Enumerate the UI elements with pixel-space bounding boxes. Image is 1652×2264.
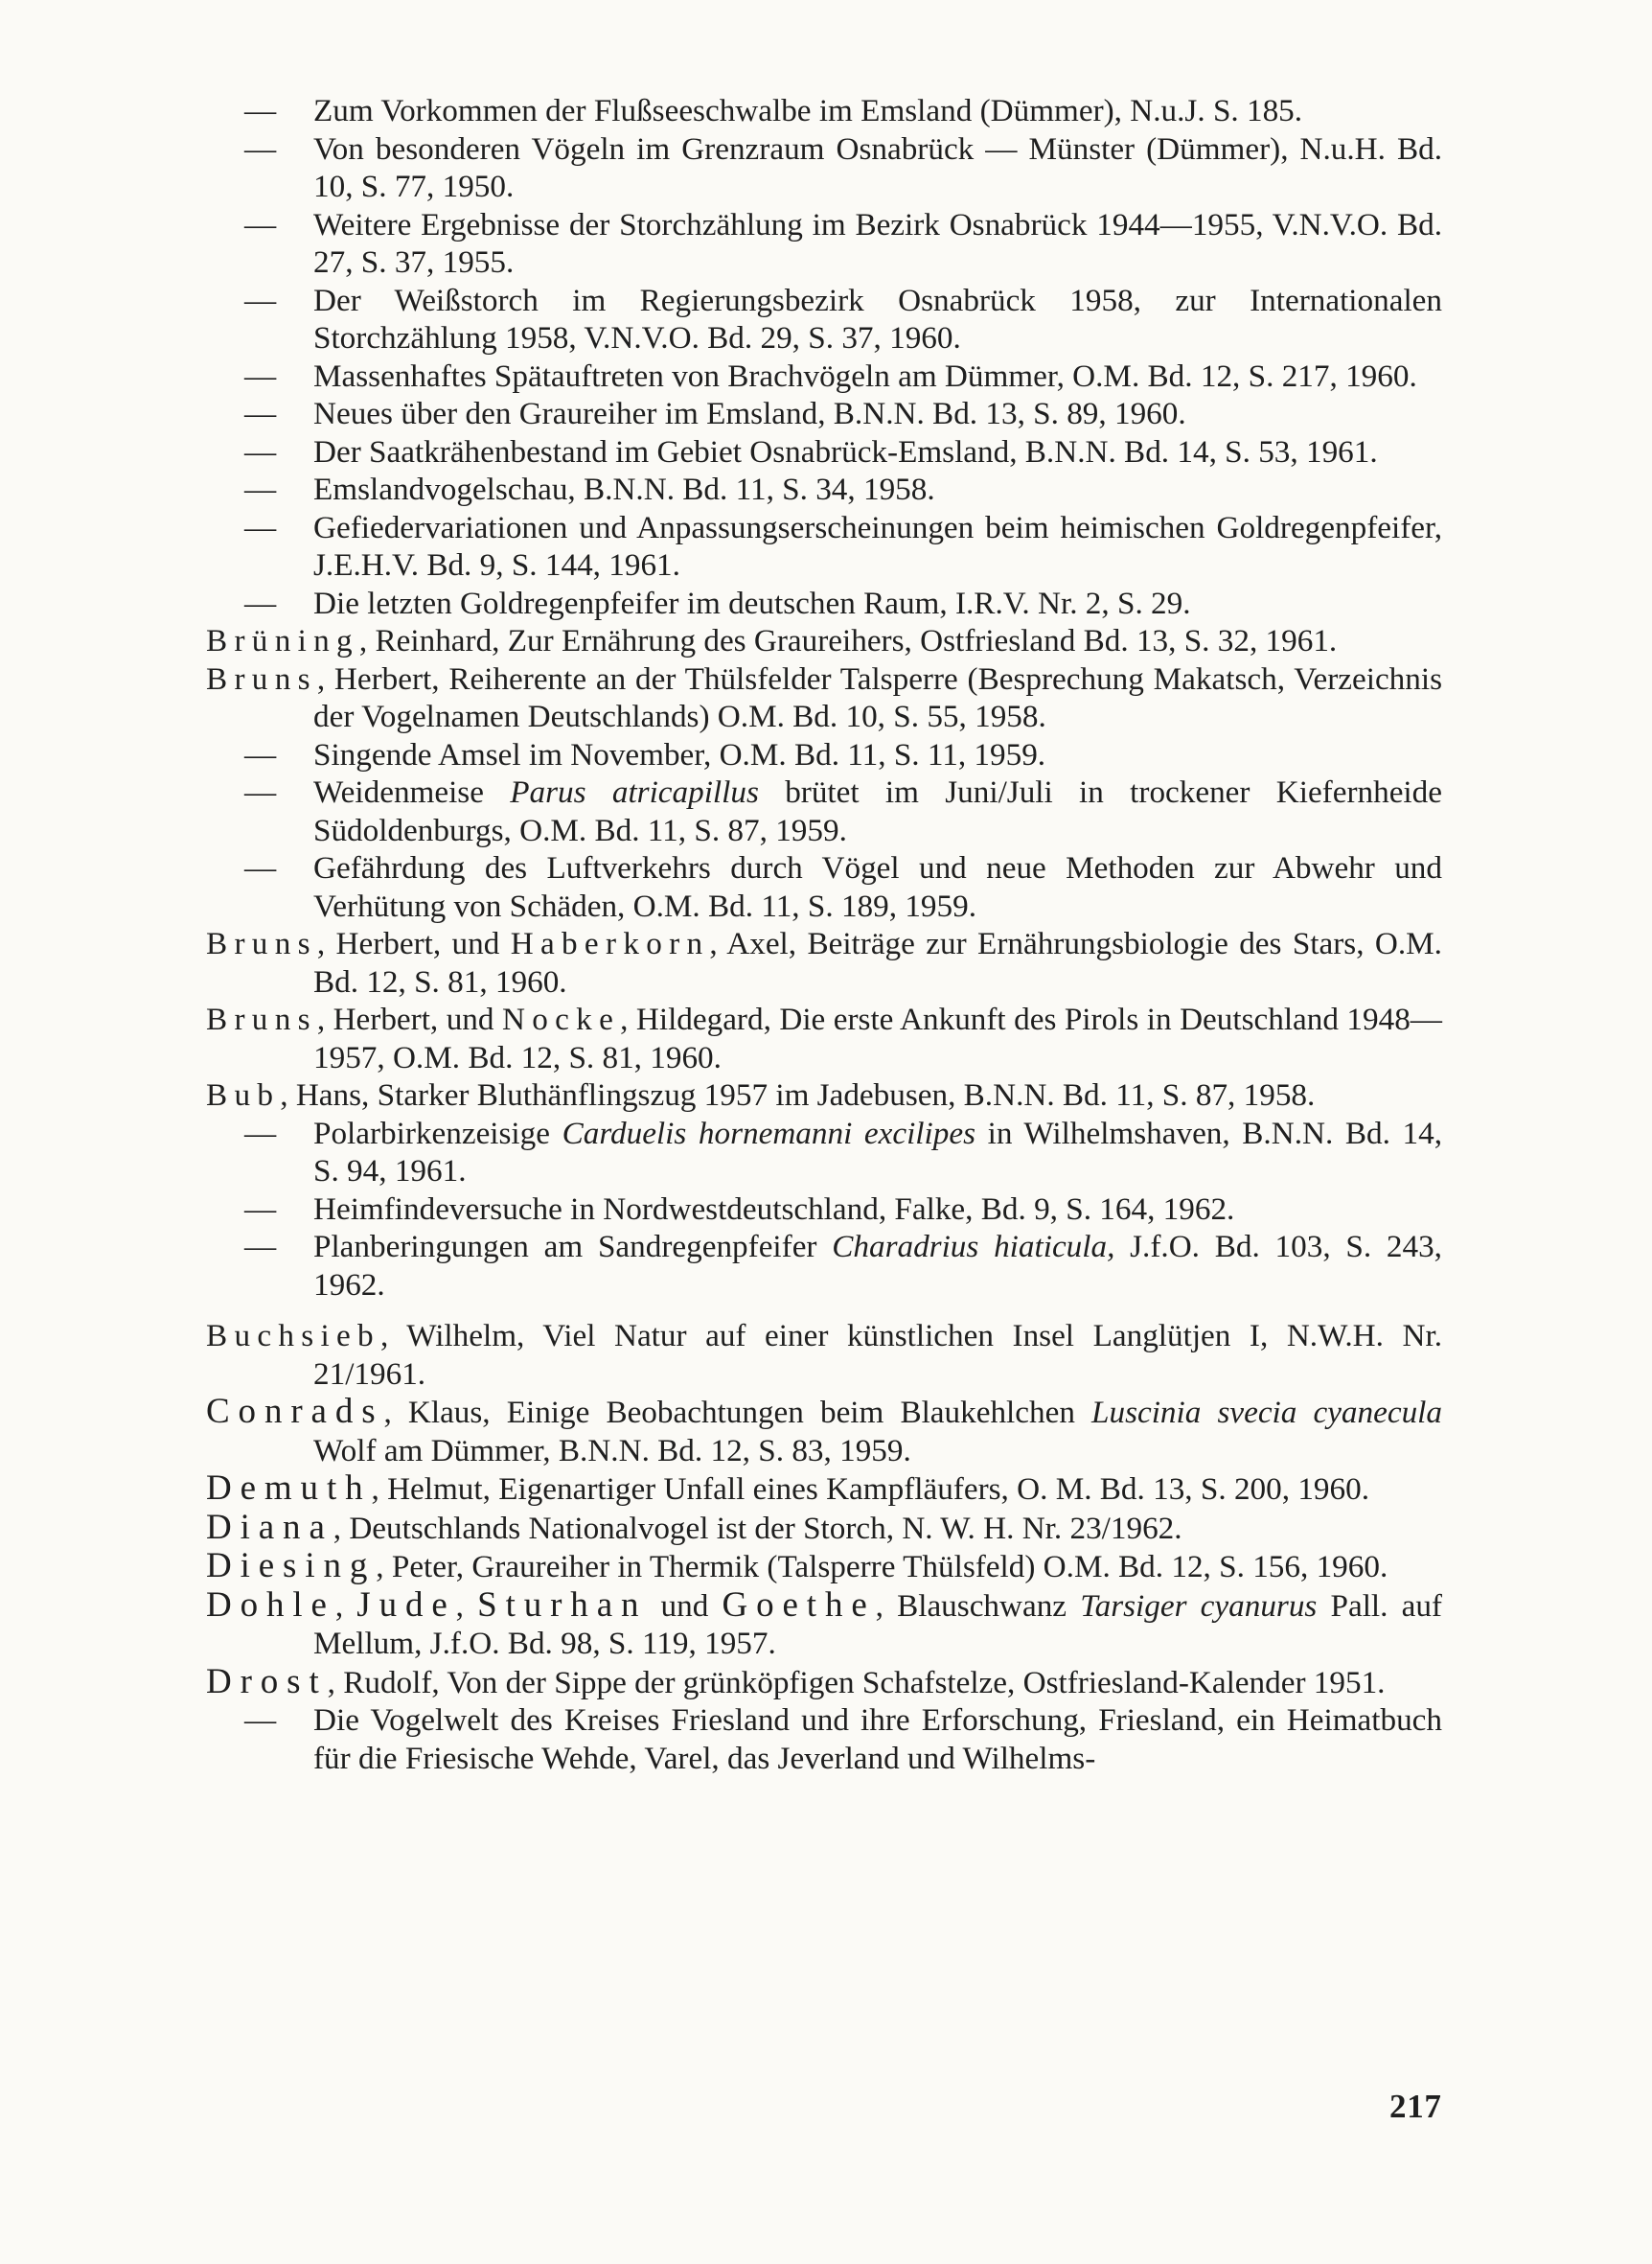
entry-dash: — [244,850,277,886]
entry-text: Die letzten Goldregenpfeifer im deutschen Raum, I.R.V. Nr. 2, S. 29. [313,585,1191,621]
author-name: Goethe [722,1584,876,1625]
entry-dash: — [244,433,277,470]
bibliography-subentry [206,849,1442,925]
entry-dash: — [244,282,277,318]
entry-text: Gefiedervariationen und Anpassungserscheinungen beim heimischen Goldregenpfeifer, J.E.H.V. Bd. 9, S. 144, 1961. [313,509,1442,583]
entry-text: Heimfindeversuche in Nordwestdeutschland, Falke, Bd. 9, S. 164, 1962. [313,1190,1235,1227]
author-name: Dohle [206,1584,335,1625]
author-name: Drost [206,1661,328,1701]
entry-text: Der Saatkrähenbestand im Gebiet Osnabrück-Emsland, B.N.N. Bd. 14, S. 53, 1961. [313,433,1378,470]
entry-text: Gefährdung des Luftverkehrs durch Vögel und neue Methoden zur Abwehr und Verhütung von Schäden, O.M. Bd. 11, S. 189, 1959. [313,850,1442,924]
author-name: Bruns [206,926,317,961]
entry-text: , Peter, Graureiher in Thermik (Talsperre Thülsfeld) O.M. Bd. 12, S. 156, 1960. [376,1549,1388,1584]
species-name: Carduelis hornemanni excilipes [562,1115,975,1151]
author-name: Brüning [206,623,359,658]
entry-dash: — [244,1702,277,1738]
entry-text: Emslandvogelschau, B.N.N. Bd. 11, S. 34, 1958. [313,472,935,507]
bibliography-subentry [206,130,1442,206]
entry-text: , Herbert, und [316,926,511,961]
entry-text: , Herbert, Reiherente an der Thülsfelder Talsperre (Besprechung Makatsch, Verzeichnis der Vogelnamen Deutschlands) O.M. Bd. 10, S. 55, 1958. [313,660,1442,734]
entry-text: , Helmut, Eigenartiger Unfall eines Kampfläufers, O. M. Bd. 13, S. 200, 1960. [371,1471,1370,1507]
bibliography-entry [206,1547,1442,1586]
bibliography-subentry [206,358,1442,396]
entry-text: Massenhaftes Spätauftreten von Brachvögeln am Dümmer, O.M. Bd. 12, S. 217, 1960. [313,358,1417,394]
bibliography-subentry [206,92,1442,130]
author-name: Demuth [206,1468,372,1508]
entry-text: , Rudolf, Von der Sippe der grünköpfigen Schafstelze, Ostfriesland-Kalender 1951. [327,1664,1386,1700]
entry-text: Planberingungen am Sandregenpfeifer [313,1229,833,1264]
author-name: Nocke [501,1002,621,1037]
bibliography-entry [206,622,1442,660]
entry-dash: — [244,206,277,243]
entry-text: , Deutschlands Nationalvogel ist der Storch, N. W. H. Nr. 23/1962. [333,1510,1182,1546]
entry-dash: — [244,396,277,431]
bibliography-entry [206,1509,1442,1548]
bibliography-subentry [206,1701,1442,1777]
bibliography-subentry [206,433,1442,472]
author-name: Diesing [206,1546,377,1585]
bibliography-list [206,92,1442,1777]
author-name: Sturhan [477,1584,648,1625]
bibliography-subentry [206,282,1442,358]
entry-text: Pall. auf Mellum, J.f.O. Bd. 98, S. 119, 1957. [313,1587,1442,1661]
species-name: Parus atricapillus [510,774,759,810]
author-name: Bruns [206,660,317,697]
bibliography-subentry [206,585,1442,623]
bibliography-subentry [206,736,1442,774]
author-name: Diana [206,1507,333,1547]
bibliography-subentry [206,509,1442,585]
entry-text: Singende Amsel im November, O.M. Bd. 11, S. 11, 1959. [313,736,1046,773]
entry-text: Polarbirkenzeisige [313,1115,562,1151]
entry-text: Weidenmeise [313,774,511,810]
entry-text: , Hildegard, Die erste Ankunft des Pirols in Deutschland 1948—1957, O.M. Bd. 12, S. 81, 1960. [313,1002,1442,1075]
entry-text: Der Weißstorch im Regierungsbezirk Osnabrück 1958, zur Internationalen Storchzählung 1958, V.N.V.O. Bd. 29, S. 37, 1960. [313,282,1442,356]
species-name: Tarsiger cyanurus [1080,1587,1318,1624]
bibliography-subentry [206,1115,1442,1190]
entry-dash: — [244,130,277,167]
entry-text: Die Vogelwelt des Kreises Friesland und ihre Erforschung, Friesland, ein Heimatbuch für die Friesische Wehde, Varel, das Jeverland und Wilhelms- [313,1702,1442,1776]
author-name: Haberkorn [510,926,710,961]
entry-text: Zum Vorkommen der Flußseeschwalbe im Emsland (Dümmer), N.u.J. S. 185. [313,93,1303,128]
entry-dash: — [244,736,277,773]
entry-text: , Hans, Starker Bluthänflingszug 1957 im Jadebusen, B.N.N. Bd. 11, S. 87, 1958. [280,1077,1316,1113]
bibliography-entry: Dohle, Jude, Sturhan und Goethe, Blauschwanz Tarsiger cyanurus Pall. auf Mellum, J.f.O. Bd. 98, S. 119, 1957. [206,1584,1442,1661]
bibliography-entry [206,925,1442,1001]
species-name: Luscinia svecia cyanecula [1091,1395,1442,1430]
entry-dash: — [244,1229,277,1264]
entry-dash: — [244,358,277,394]
bibliography-subentry [206,1228,1442,1304]
entry-text: Von besonderen Vögeln im Grenzraum Osnabrück — Münster (Dümmer), N.u.H. Bd. 10, S. 77, 1950. [313,130,1442,204]
entry-text: J.f.O. Bd. 103, S. 243, 1962. [313,1229,1442,1303]
species-name: Charadrius hiaticula, [832,1229,1115,1264]
bibliography-entry [206,1663,1442,1702]
entry-text: , Wilhelm, Viel Natur auf einer künstlichen Insel Langlütjen I, N.W.H. Nr. 21/1961. [313,1318,1442,1392]
entry-text: , Blauschwanz [875,1587,1081,1624]
author-name: Conrads [206,1392,384,1431]
bibliography-subentry [206,471,1442,509]
entry-dash: — [244,1190,277,1227]
entry-dash: — [244,472,277,507]
bibliography-subentry [206,774,1442,849]
entry-dash: — [244,509,277,545]
entry-text: , Reinhard, Zur Ernährung des Graureihers, Ostfriesland Bd. 13, S. 32, 1961. [358,623,1338,658]
bibliography-entry [206,1317,1442,1393]
page-number: 217 [1389,2088,1442,2125]
entry-dash: — [244,774,277,810]
entry-text: Neues über den Graureiher im Emsland, B.N.N. Bd. 13, S. 89, 1960. [313,396,1186,431]
bibliography-subentry [206,395,1442,433]
author-name: Jude [356,1584,456,1625]
bibliography-subentry [206,1190,1442,1229]
entry-text: brütet im Juni/Juli in trockener Kiefernheide Südoldenburgs, O.M. Bd. 11, S. 87, 1959. [313,774,1442,848]
entry-text: in Wilhelmshaven, B.N.N. Bd. 14, S. 94, 1961. [313,1115,1442,1189]
author-name: Buchsieb [206,1318,380,1353]
bibliography-entry [206,1076,1442,1115]
entry-dash: — [244,93,277,128]
bibliography-entry [206,1001,1442,1076]
bibliography-subentry [206,206,1442,282]
entry-text: Wolf am Dümmer, B.N.N. Bd. 12, S. 83, 1959. [313,1432,911,1468]
entry-dash: — [244,1115,277,1151]
author-name: Bruns [206,1002,317,1037]
entry-text: , Herbert, und [316,1002,502,1037]
entry-dash: — [244,585,277,621]
entry-text: und [647,1587,723,1624]
bibliography-entry [206,660,1442,736]
bibliography-entry [206,1393,1442,1469]
entry-text: , Axel, Beiträge zur Ernährungsbiologie des Stars, O.M. Bd. 12, S. 81, 1960. [313,926,1442,1000]
entry-text: Weitere Ergebnisse der Storchzählung im Bezirk Osnabrück 1944—1955, V.N.V.O. Bd. 27, S. 37, 1955. [313,206,1442,280]
author-name: Bub [206,1077,281,1113]
bibliography-entry [206,1469,1442,1509]
entry-text: , Klaus, Einige Beobachtungen beim Blaukehlchen [383,1395,1092,1430]
